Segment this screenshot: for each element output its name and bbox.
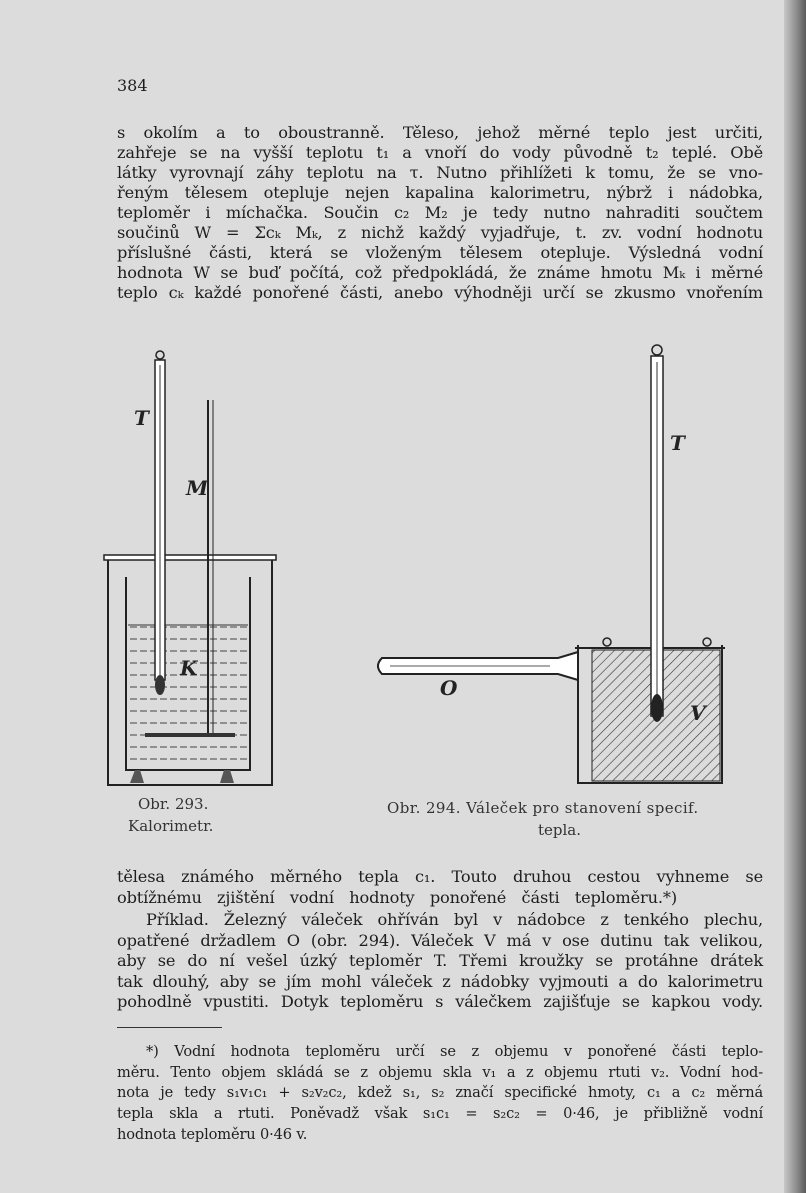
page-number: 384 xyxy=(117,76,148,95)
label-K: K xyxy=(180,656,198,680)
text-line: tak dlouhý, aby se jím mohl váleček z nádobky vyjmouti a do kalorimetru xyxy=(117,972,763,991)
figure-293-caption-number: Obr. 293. xyxy=(138,795,209,813)
footnote-line: nota je tedy s₁v₁c₁ + s₂v₂c₂, kdež s₁, s₂ značí specifické hmoty, c₁ a c₂ měrná xyxy=(117,1084,763,1101)
text-line: tělesa známého měrného tepla c₁. Touto druhou cestou vyhneme se xyxy=(117,867,763,886)
text-line: příslušné části, která se vloženým tělesem otepluje. Výsledná vodní xyxy=(117,243,763,262)
figure-293-calorimeter xyxy=(100,345,280,790)
footnote-line: tepla skla a rtuti. Poněvadž však s₁c₁ = s₂c₂ = 0·46, je přibližně vodní xyxy=(117,1105,763,1122)
text-line: součinů W = Σcₖ Mₖ, z nichž každý vyjadřuje, t. zv. vodní hodnotu xyxy=(117,223,763,242)
label-O: O xyxy=(440,676,458,700)
figure-294-cylinder xyxy=(370,340,740,785)
label-T: T xyxy=(134,406,149,430)
figure-294-caption-line1: Obr. 294. Váleček pro stanovení specif. xyxy=(387,799,699,817)
text-line: pohodlně vpustiti. Dotyk teploměru s válečkem zajišťuje se kapkou vody. xyxy=(117,992,763,1011)
footnote-line: měru. Tento objem skládá se z objemu skla v₁ a z objemu rtuti v₂. Vodní hod- xyxy=(117,1064,763,1081)
text-line: teplo cₖ každé ponořené části, anebo výhodněji určí se zkusmo vnořením xyxy=(117,283,763,302)
text-line: řeným tělesem otepluje nejen kapalina kalorimetru, nýbrž i nádobka, xyxy=(117,183,763,202)
text-line: teploměr i míchačka. Součin c₂ M₂ je tedy nutno nahraditi součtem xyxy=(117,203,763,222)
text-line: aby se do ní vešel úzký teploměr T. Třemi kroužky se protáhne drátek xyxy=(117,951,763,970)
text-line: obtížnému zjištění vodní hodnoty ponořené části teploměru.*) xyxy=(117,888,677,907)
book-spine-shadow xyxy=(784,0,806,1193)
footnote-line: hodnota teploměru 0·46 v. xyxy=(117,1126,308,1143)
figure-293-caption-text: Kalorimetr. xyxy=(128,817,214,835)
label-M: M xyxy=(186,476,209,500)
text-line: s okolím a to oboustranně. Těleso, jehož měrné teplo jest určiti, xyxy=(117,123,763,142)
text-line: látky vyrovnají záhy teplotu na τ. Nutno přihlížeti k tomu, že se vno- xyxy=(117,163,763,182)
text-line: zahřeje se na vyšší teplotu t₁ a vnoří do vody původně t₂ teplé. Obě xyxy=(117,143,763,162)
text-line: hodnota W se buď počítá, což předpokládá, že známe hmotu Mₖ i měrné xyxy=(117,263,763,282)
label-V: V xyxy=(690,701,706,725)
label-T: T xyxy=(670,431,685,455)
footnote-rule xyxy=(117,1027,222,1028)
text-line: Příklad. Železný váleček ohříván byl v nádobce z tenkého plechu, xyxy=(146,910,763,929)
figure-294-caption-line2: tepla. xyxy=(538,821,582,839)
text-line: opatřené držadlem O (obr. 294). Váleček V má v ose dutinu tak velikou, xyxy=(117,931,763,950)
footnote-line: *) Vodní hodnota teploměru určí se z objemu v ponořené části teplo- xyxy=(146,1043,763,1060)
